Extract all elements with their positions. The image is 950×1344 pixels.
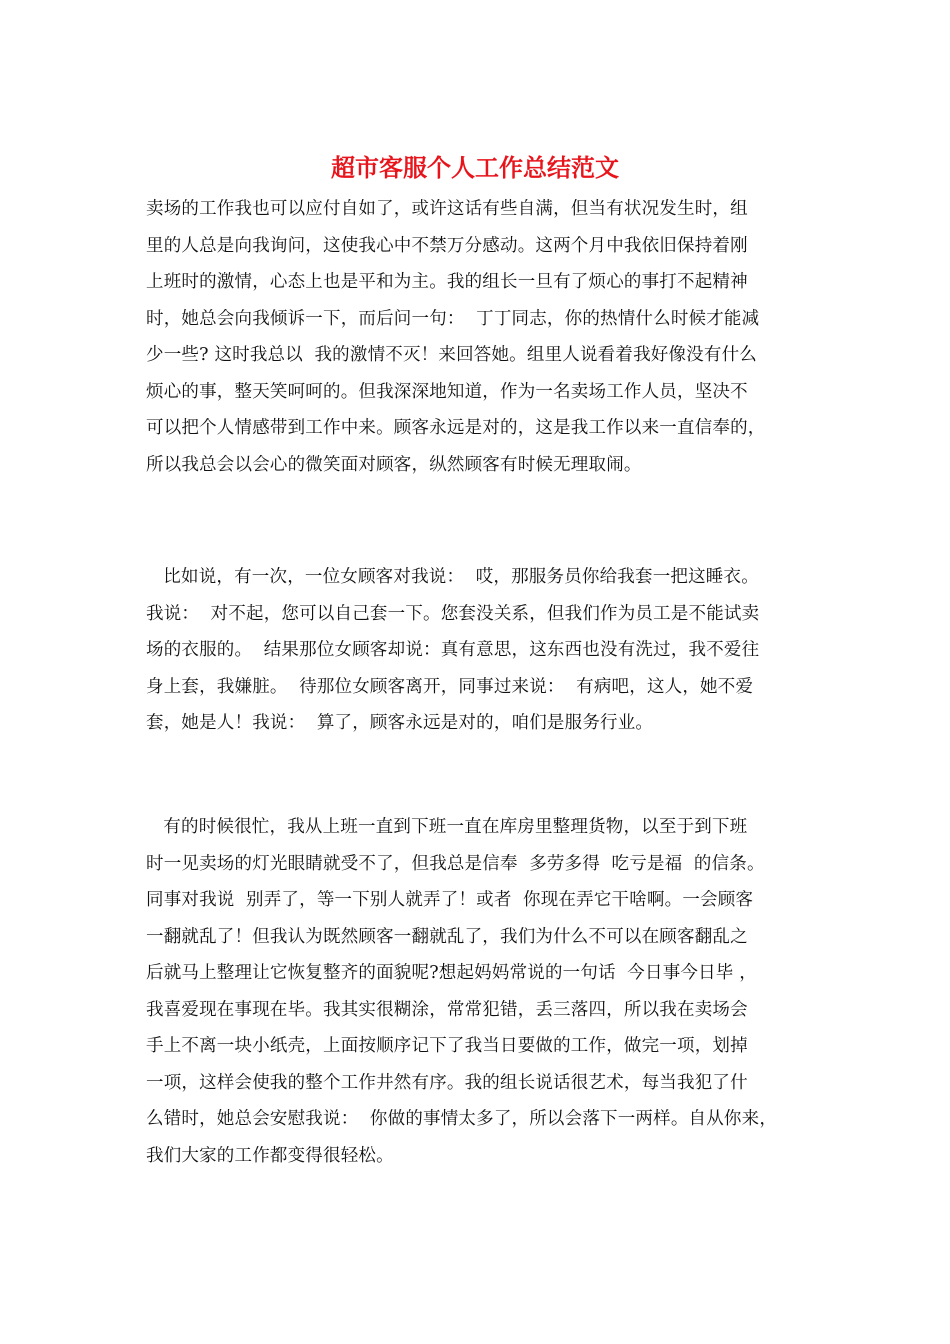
paragraph-line: 场的衣服的。 结果那位女顾客却说：真有意思，这东西也没有洗过，我不爱往: [146, 640, 760, 660]
paragraph-2: [146, 559, 826, 742]
document-title: 超市客服个人工作总结范文: [331, 153, 619, 182]
paragraph-line: 有的时候很忙，我从上班一直到下班一直在库房里整理货物，以至于到下班: [146, 817, 748, 837]
paragraph-line: 身上套，我嫌脏。 待那位女顾客离开，同事过来说： 有病吧，这人，她不爱: [146, 676, 754, 697]
paragraph-line: 同事对我说 别弄了，等一下别人就弄了！或者 你现在弄它干啥啊。一会顾客: [146, 890, 754, 910]
paragraph-line: 时，她总会向我倾诉一下，而后问一句： 丁丁同志，你的热情什么时候才能减: [146, 308, 760, 329]
paragraph-line: 里的人总是向我询问，这使我心中不禁万分感动。这两个月中我依旧保持着刚: [146, 235, 748, 256]
paragraph-line: 卖场的工作我也可以应付自如了，或许这话有些自满，但当有状况发生时，组: [146, 199, 748, 219]
paragraph-line: 比如说，有一次，一位女顾客对我说： 哎，那服务员你给我套一把这睡衣。: [146, 567, 759, 587]
paragraph-line: 我喜爱现在事现在毕。我其实很糊涂，常常犯错，丢三落四，所以我在卖场会: [146, 999, 748, 1020]
paragraph-line: 所以我总会以会心的微笑面对顾客，纵然顾客有时候无理取闹。: [146, 454, 642, 475]
paragraph-line: 少一些? 这时我总以 我的激情不灭！来回答她。组里人说看着我好像没有什么: [146, 345, 757, 365]
paragraph-3: [146, 809, 826, 1174]
paragraph-line: 烦心的事，整天笑呵呵的。但我深深地知道，作为一名卖场工作人员，坚决不: [146, 381, 748, 402]
paragraph-line: 一翻就乱了！但我认为既然顾客一翻就乱了，我们为什么不可以在顾客翻乱之: [146, 926, 748, 947]
paragraph-line: 一项，这样会使我的整个工作井然有序。我的组长说话很艺术，每当我犯了什: [146, 1072, 748, 1093]
paragraph-line: 上班时的激情，心态上也是平和为主。我的组长一旦有了烦心的事打不起精神: [146, 272, 748, 292]
paragraph-1: [146, 191, 826, 483]
paragraph-line: 后就马上整理让它恢复整齐的面貌呢?想起妈妈常说的一句话 今日事今日毕 ，: [146, 963, 757, 983]
paragraph-line: 我说： 对不起，您可以自己套一下。您套没关系，但我们作为员工是不能试卖: [146, 603, 760, 624]
paragraph-line: 么错时，她总会安慰我说： 你做的事情太多了，所以会落下一两样。自从你来，: [146, 1109, 778, 1129]
paragraph-line: 可以把个人情感带到工作中来。顾客永远是对的，这是我工作以来一直信奉的，: [146, 418, 766, 438]
paragraph-line: 手上不离一块小纸壳，上面按顺序记下了我当日要做的工作，做完一项，划掉: [146, 1036, 748, 1056]
paragraph-line: 我们大家的工作都变得很轻松。: [146, 1145, 394, 1166]
paragraph-line: 套，她是人！我说： 算了，顾客永远是对的，咱们是服务行业。: [146, 713, 654, 733]
paragraph-line: 时一见卖场的灯光眼睛就受不了，但我总是信奉 多劳多得 吃亏是福 的信条。: [146, 853, 765, 874]
